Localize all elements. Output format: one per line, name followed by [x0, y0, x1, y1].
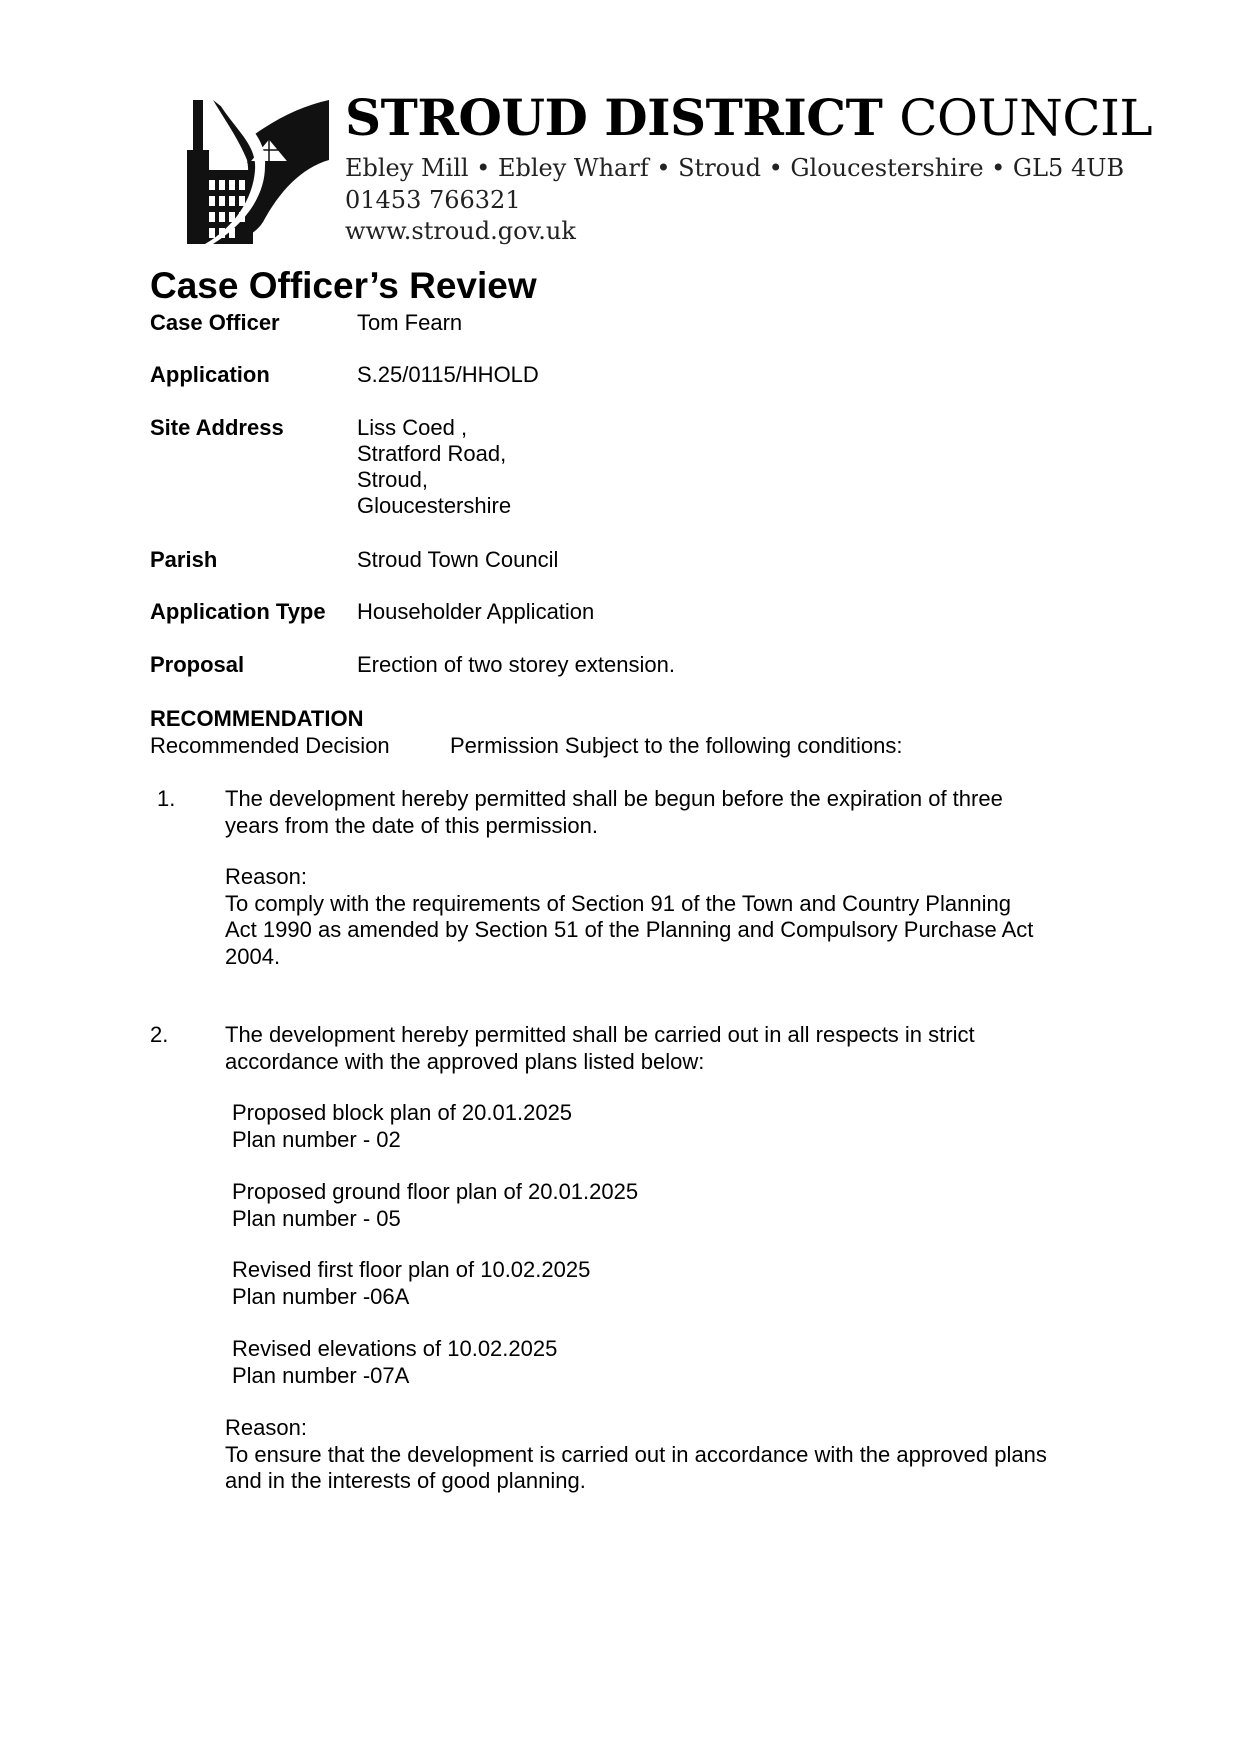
org-address: Ebley Mill • Ebley Wharf • Stroud • Gloucestershire • GL5 4UB — [345, 154, 1125, 182]
reason-line: To ensure that the development is carried out in accordance with the approved plans — [225, 1441, 1047, 1467]
plan-title: Proposed ground floor plan of 20.01.2025 — [232, 1179, 639, 1204]
condition-1-reason — [225, 864, 1033, 970]
condition-text-line: years from the date of this permission. — [225, 812, 598, 838]
plan-title: Proposed block plan of 20.01.2025 — [232, 1100, 573, 1125]
reason-line: Act 1990 as amended by Section 51 of the Planning and Compulsory Purchase Act — [225, 917, 1034, 942]
org-name — [345, 88, 1152, 148]
application-type-value: Householder Application — [357, 599, 595, 624]
reason-line: and in the interests of good planning. — [225, 1468, 586, 1493]
proposal-label: Proposal — [150, 652, 245, 677]
application-type-label: Application Type — [150, 599, 326, 624]
recommendation-row — [150, 733, 1050, 759]
application-label: Application — [150, 362, 270, 387]
council-logo-icon — [183, 100, 329, 244]
site-address-line: Gloucestershire — [357, 493, 512, 518]
proposal-value: Erection of two storey extension. — [357, 652, 675, 677]
site-address-line: Stroud, — [357, 467, 428, 492]
recommendation-heading: RECOMMENDATION — [150, 706, 364, 731]
parish-value: Stroud Town Council — [357, 547, 559, 572]
condition-text-line: accordance with the approved plans listed below: — [225, 1048, 705, 1074]
plan-item — [232, 1179, 638, 1232]
plan-title: Revised first floor plan of 10.02.2025 — [232, 1257, 591, 1282]
condition-2-text — [225, 1022, 1105, 1075]
plan-item — [232, 1100, 572, 1153]
site-address-value — [357, 415, 511, 519]
site-address-line: Liss Coed , — [357, 415, 468, 440]
org-name-bold: STROUD DISTRICT — [345, 88, 883, 147]
site-address-label: Site Address — [150, 415, 284, 440]
condition-text-line: The development hereby permitted shall be carried out in all respects in strict — [225, 1022, 975, 1047]
recommended-decision-value: Permission Subject to the following conditions: — [450, 733, 903, 758]
application-value: S.25/0115/HHOLD — [357, 362, 539, 387]
condition-2-reason — [225, 1415, 1047, 1495]
plan-number: Plan number - 02 — [232, 1126, 401, 1152]
condition-1-number: 1. — [157, 786, 176, 811]
plan-number: Plan number - 05 — [232, 1205, 401, 1231]
org-phone: 01453 766321 — [345, 186, 521, 214]
condition-text-line: The development hereby permitted shall be begun before the expiration of three — [225, 786, 1003, 811]
parish-label: Parish — [150, 547, 218, 572]
plan-number: Plan number -07A — [232, 1362, 410, 1388]
recommended-decision-label: Recommended Decision — [150, 733, 390, 758]
reason-line: 2004. — [225, 943, 281, 969]
org-name-light: COUNCIL — [899, 89, 1153, 147]
condition-2-number: 2. — [150, 1022, 169, 1047]
condition-1-text — [225, 786, 1105, 839]
page-title: Case Officer’s Review — [150, 265, 537, 306]
reason-label: Reason: — [225, 1415, 307, 1440]
case-officer-label: Case Officer — [150, 310, 280, 335]
org-website: www.stroud.gov.uk — [345, 217, 576, 245]
plan-item — [232, 1257, 590, 1310]
plan-number: Plan number -06A — [232, 1283, 410, 1309]
case-officer-value: Tom Fearn — [357, 310, 463, 335]
reason-line: To comply with the requirements of Section 91 of the Town and Country Planning — [225, 890, 1011, 916]
plan-title: Revised elevations of 10.02.2025 — [232, 1336, 558, 1361]
reason-label: Reason: — [225, 864, 307, 889]
site-address-line: Stratford Road, — [357, 441, 507, 466]
plan-item — [232, 1336, 557, 1389]
letterhead — [183, 88, 1153, 256]
